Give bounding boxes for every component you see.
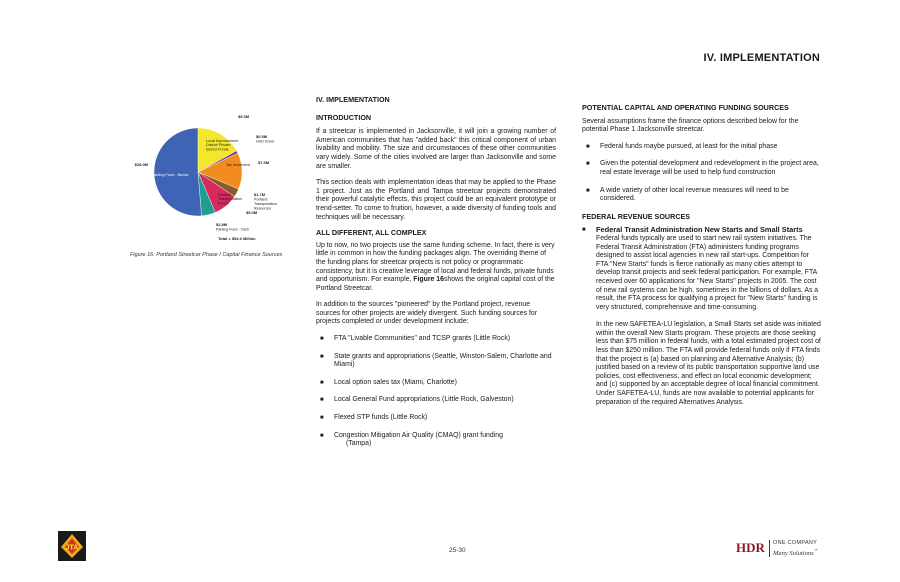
right-column [582,104,822,415]
slice-value-label: $9.3M [238,114,250,119]
slice-name-label: District Private [206,143,231,148]
assumption-list [582,143,822,204]
slice-name-label: Federal [218,193,231,197]
intro-heading: INTRODUCTION [316,112,372,122]
para-text-a: Up to now, no two projects use the same funding scheme. In fact, there is very little in common in how the funding packages align. The overriding theme of the funding plans for streetcar projects is not policy or programmatic consistency, but it is creative leverage of local and federal funds, private funds and opportunism. For example, [316,241,555,284]
bullet-icon: ■ [320,336,324,343]
slice-name-label: Parking Fund - Bonds [151,173,189,177]
federal-revenue-heading: FEDERAL REVENUE SOURCES [582,211,691,221]
list-item [316,335,556,344]
all-different-paragraph-2: In addition to the sources "pioneered" by the Portland project, revenue sources for other projects are widely divergent. Such funding sources for projects completed or under development include: [316,301,537,326]
fta-paragraph-1: Federal funds typically are used to start new rail system initiatives. The Federal Transit Administration (FTA) administers funding programs designed to assist local agencies in new rail start-ups. Competition for FTA "New Starts" funds is fierce nationally as many cities attempt to develop transit projects and seek federal participation. For example, FTA received over 60 applications for "New Starts" projects in 2005. The cost of new rail systems can be high, sometimes in the billions of dollars. As a result, the FTA process for qualifying a project for "New Starts" funding is very structured, comprehensive and time-consuming. [596,234,819,311]
figure-16 [118,108,304,248]
slice-name-label: Transportation [218,197,243,202]
hdr-logo-text: HDR [736,540,765,555]
slice-name-label: Portland [254,197,268,202]
figure-16-ref: Figure 16 [413,276,444,284]
page-header-title: IV. IMPLEMENTATION [703,52,820,64]
slice-value-label: $0.5M [256,134,268,139]
list-item [582,143,822,152]
list-item [582,160,822,177]
slice-name-label: Transportation [254,202,278,206]
bullet-icon: ■ [320,415,324,422]
figure-caption: Figure 16: Portland Streetcar Phase I Capital Finance Sources [130,252,283,258]
slice-name-label: Funds [218,201,229,206]
company-line-1: ONE COMPANY [773,540,818,546]
potential-sources-heading: POTENTIAL CAPITAL AND OPERATING FUNDING SOURCES [582,103,789,112]
fta-title: Federal Transit Administration New Starts and Small Starts [596,225,803,235]
slice-name-label: Tax Increment [226,163,250,167]
bullet-icon: ■ [582,227,586,234]
para-text-b: shows the original capital cost of the Portland Streetcar. [316,276,555,292]
bullet-icon: ■ [586,187,590,194]
list-item [316,432,556,449]
pie-chart [118,108,304,248]
middle-column [316,96,556,449]
middle-title: IV. IMPLEMENTATION [316,95,390,104]
slice-name-label: HUD Grant [256,139,274,144]
slice-value-label: $2.8M [216,222,228,227]
bullet-icon: ■ [586,143,590,150]
potential-sources-paragraph: Several assumptions frame the finance options described below for the potential Phase 1 Jacksonville streetcar. [582,117,799,134]
bullet-icon: ■ [586,161,590,168]
slice-name-label: Sector Funds [206,147,229,152]
slice-value-label: $7.3M [258,160,270,165]
list-item-continuation: (Tampa) [346,440,372,448]
list-item-text: FTA "Livable Communities" and TCSP grants (Little Rock) [334,335,511,343]
list-item [316,396,556,405]
slice-name-label: Resources [254,206,272,211]
list-item-text: Federal funds maybe pursued, at least for the initial phase [600,142,778,150]
list-item [582,187,822,204]
bullet-icon: ■ [320,397,324,404]
intro-paragraph-2: This section deals with implementation ideas that may be applied to the Phase 1 project. Just as the Portland and Tampa streetcar projects demonstrated their powerful catalytic effects, this project could be an equivalent prototype or trend-setter. To come to fruition, however, a wide diversity of funding tools and techniques will be necessary. [316,179,556,221]
all-different-paragraph-1 [316,242,556,294]
company-line-2: Many Solutions℠ [773,548,818,558]
page-number: 25-30 [449,547,466,554]
slice-value-label: $1.7M [254,192,266,197]
fta-section [582,226,822,407]
list-item-text: Local General Fund appropriations (Little Rock, Galveston) [334,396,514,404]
hdr-logo [736,539,836,559]
slice-value-label: $28.0M [134,162,148,167]
jta-logo-text: JTA [65,544,79,552]
all-different-heading: ALL DIFFERENT, ALL COMPLEX [316,228,427,238]
hdr-divider [769,540,770,557]
bullet-icon: ■ [320,432,324,439]
list-item [316,414,556,423]
list-item [316,353,556,370]
bullet-icon: ■ [320,353,324,360]
fta-paragraph-2: In the new SAFETEA-LU legislation, a Small Starts set aside was initiated within the overall New Starts program. These projects are those seeking less than $75 million in federal funds, with a total estimated project cost of less than $250 million. The FTA will provide federal funds only if FTA finds that the project is (a) based on planning and Alternative Analysis; (b) justified based on a review of its public transportation supportive land use policies, cost effectiveness, and effect on local economic development; and (c) supported by an acceptable degree of local financial commitment. Under SAFETEA-LU, funds are now available to potential applicants for preparation of the required Alternatives Analysis. [596,321,821,406]
list-item-text: Given the potential development and redevelopment in the project area, real estate leverage will be used to help fund construction [600,160,819,176]
bullet-icon: ■ [320,379,324,386]
slice-name-label: Local Improvement [206,139,239,143]
total-label: Total = $54.6 Million [218,236,256,241]
intro-paragraph-1: If a streetcar is implemented in Jacksonville, it will join a growing number of American communities that has "added back" this critical component of urban livability and mobility. The size and circumstances of these other communities vary widely. Some of the cities involved are larger than Jacksonville and some are smaller. [316,128,556,170]
jta-logo [58,531,86,561]
slice-name-label: Parking Fund - Cash [216,227,249,232]
list-item-text: Congestion Mitigation Air Quality (CMAQ) grant funding [334,431,503,439]
list-item-text: Flexed STP funds (Little Rock) [334,414,428,422]
list-item-text: A wide variety of other local revenue measures will need to be considered. [600,186,789,203]
jta-logo-icon [58,531,86,561]
slice-value-label: $5.0M [246,210,258,215]
list-item [316,379,556,388]
list-item-text: Local option sales tax (Miami, Charlotte) [334,378,457,386]
funding-source-list [316,335,556,449]
list-item-text: State grants and appropriations (Seattle, Winston-Salem, Charlotte and Miami) [334,352,552,369]
pie-slice [151,128,202,216]
